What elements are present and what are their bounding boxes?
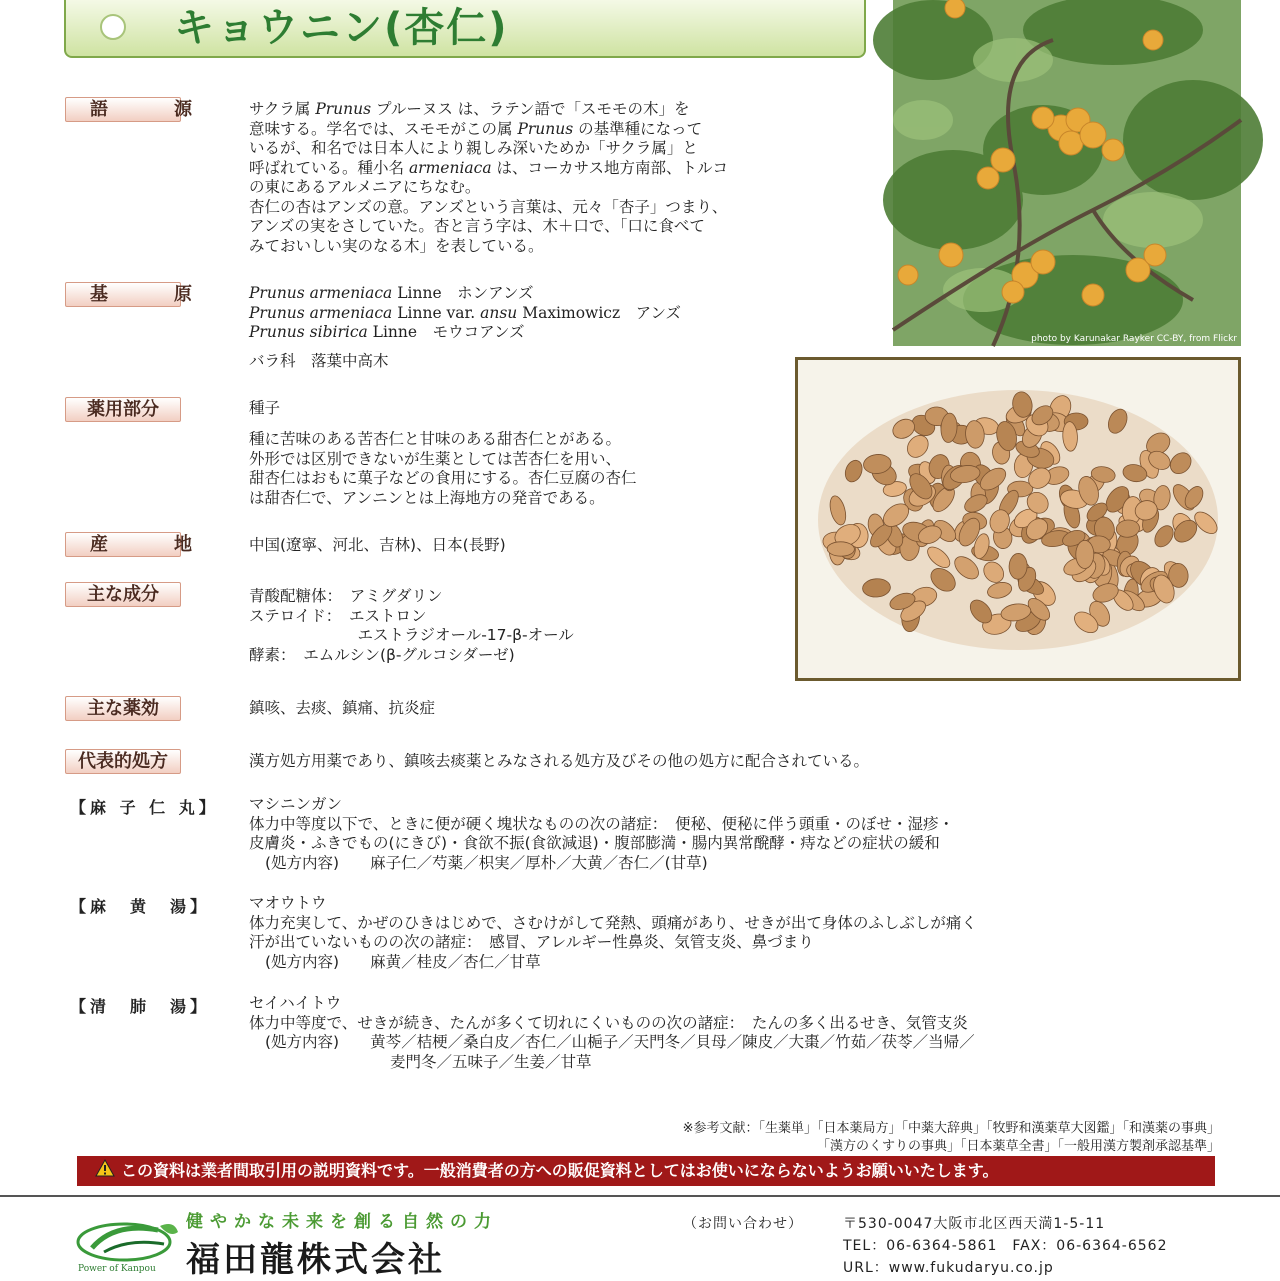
formula-label: 【麻 黄 湯】 xyxy=(70,897,211,916)
apricot-kernel xyxy=(827,542,854,557)
company-name: 福田龍株式会社 xyxy=(186,1240,445,1280)
warning-text: この資料は業者間取引用の説明資料です。一般消費者の方への販促資料としてはお使いにならないようお願いいたします。 xyxy=(121,1161,999,1180)
etymology-line: の東にあるアルメニアにちなむ。 xyxy=(249,178,481,196)
formula-block: マシニンガン 体力中等度以下で、ときに便が硬く塊状なものの次の諸症： 便秘、便秘に伴う頭重・のぼせ・湿疹・ 皮膚炎・ふきでもの(にきび)・食欲不振(食欲減退)・腹部膨満・腸内異常醗酵・痔などの症状の緩和 (処方内容) 麻子仁／芍薬／枳実／厚朴／大黄／杏仁／(甘草) xyxy=(249,795,954,872)
formula-label: 【麻 子 仁 丸】 xyxy=(70,798,219,817)
etymology-line: アンズの実をさしていた。杏と言う字は、木＋口で、「口に食べて xyxy=(249,217,705,235)
etymology-line: サクラ属 Prunus プルーヌス は、ラテン語で「スモモの木」を xyxy=(249,100,690,118)
photo-credit: photo by Karunakar Rayker CC-BY, from Flickr xyxy=(1031,334,1237,344)
footer-divider xyxy=(0,1195,1280,1197)
address: 〒530-0047大阪市北区西天満1-5-11 xyxy=(843,1216,1106,1232)
origin-line: Prunus armeniaca Linne var. ansu Maximowicz アンズ xyxy=(249,303,682,322)
references: ※参考文献：「生薬単」「日本薬局方」「中薬大辞典」「牧野和漢薬草大図鑑」「和漢薬の事典」 「漢方のくすりの事典」「日本薬草全書」「一般用漢方製剤承認基準」 xyxy=(682,1121,1220,1154)
apricot-kernel xyxy=(1076,540,1094,568)
label-prescriptions: 代表的処方 xyxy=(65,749,181,774)
formula-reading: マオウトウ xyxy=(249,894,327,912)
origin-family: バラ科 落葉中高木 xyxy=(249,352,389,370)
warning-icon xyxy=(95,1157,115,1187)
formula-reading: マシニンガン xyxy=(249,795,343,813)
label-effects: 主な薬効 xyxy=(65,696,181,721)
contact-label: （お問い合わせ） xyxy=(683,1216,803,1232)
apricot-tree-photo xyxy=(893,0,1241,346)
formula-label: 【清 肺 湯】 xyxy=(70,997,211,1016)
apricot-kernels-illustration xyxy=(798,360,1238,678)
logo-tagline: Power of Kanpou xyxy=(78,1264,156,1274)
contact-info xyxy=(683,1213,1167,1279)
etymology-line: みておいしい実のなる木」を表している。 xyxy=(249,236,544,255)
part-head: 種子 xyxy=(249,399,281,417)
label-etymology: 語 源 xyxy=(65,97,181,122)
label-origin: 基 原 xyxy=(65,282,181,307)
origin-text xyxy=(249,284,681,343)
etymology-text xyxy=(249,100,728,256)
phone-fax: TEL：06-6364-5861 FAX：06-6364-6562 xyxy=(843,1238,1168,1254)
website-url: URL：www.fukudaryu.co.jp xyxy=(843,1260,1054,1276)
prescriptions-text: 漢方処方用薬であり、鎮咳去痰薬とみなされる処方及びその他の処方に配合されている。 xyxy=(249,752,870,770)
formula-block: マオウトウ 体力充実して、かぜのひきはじめで、さむけがして発熱、頭痛があり、せきが出て身体のふしぶしが痛く 汗が出ていないものの次の諸症： 感冒、アレルギー性鼻炎、気管支炎、鼻づまり (処方内容) 麻黄／桂皮／杏仁／甘草 xyxy=(249,894,977,971)
warning-banner xyxy=(77,1156,1215,1186)
etymology-line: 杏仁の杏はアンズの意。アンズという言葉は、元々「杏子」つまり、 xyxy=(249,197,728,216)
company-slogan: 健やかな未来を創る自然の力 xyxy=(186,1212,498,1232)
etymology-line: いるが、和名では日本人により親しみ深いためか「サクラ属」と xyxy=(249,139,698,157)
title-banner xyxy=(64,0,866,58)
formula-block: セイハイトウ 体力中等度で、せきが続き、たんが多くて切れにくいものの次の諸症： たんの多く出るせき、気管支炎 (処方内容) 黄芩／桔梗／桑白皮／杏仁／山梔子／天門冬／貝母／陳皮／大棗／竹茹／茯苓／当帰／ 麦門冬／五味子／生姜／甘草 xyxy=(249,994,975,1071)
page-title: キョウニン(杏仁) xyxy=(174,5,509,51)
effects-text: 鎮咳、去痰、鎮痛、抗炎症 xyxy=(249,699,436,717)
label-components: 主な成分 xyxy=(65,582,181,607)
apricot-tree-illustration xyxy=(893,0,1241,346)
etymology-line: 意味する。学名では、スモモがこの属 Prunus の基準種になって xyxy=(249,119,703,138)
origin-line: Prunus armeniaca Linne ホンアンズ xyxy=(249,284,534,302)
etymology-line: 呼ばれている。種小名 armeniaca は、コーカサス地方南部、トルコ xyxy=(249,158,729,177)
formula-reading: セイハイトウ xyxy=(249,994,342,1012)
components-text: 青酸配糖体： アミグダリン ステロイド： エストロン エストラジオール-17-β-オール 酵素： エムルシン(β-グルコシダーゼ) xyxy=(249,587,574,664)
label-medicinal-part: 薬用部分 xyxy=(65,397,181,422)
company-logo xyxy=(74,1218,184,1266)
producing-text: 中国(遼寧、河北、吉林)、日本(長野) xyxy=(249,536,506,554)
origin-line: Prunus sibirica Linne モウコアンズ xyxy=(249,323,525,341)
part-text: 種に苦味のある苦杏仁と甘味のある甜杏仁とがある。 外形では区別できないが生薬としては苦杏仁を用い、 甜杏仁はおもに菓子などの食用にする。杏仁豆腐の杏仁 は甜杏仁で、アンニンとは上海地方の発音である。 xyxy=(249,430,637,507)
label-producing-area: 産 地 xyxy=(65,532,181,557)
apricot-kernels-photo xyxy=(795,357,1241,681)
circle-bullet-icon xyxy=(100,14,126,40)
